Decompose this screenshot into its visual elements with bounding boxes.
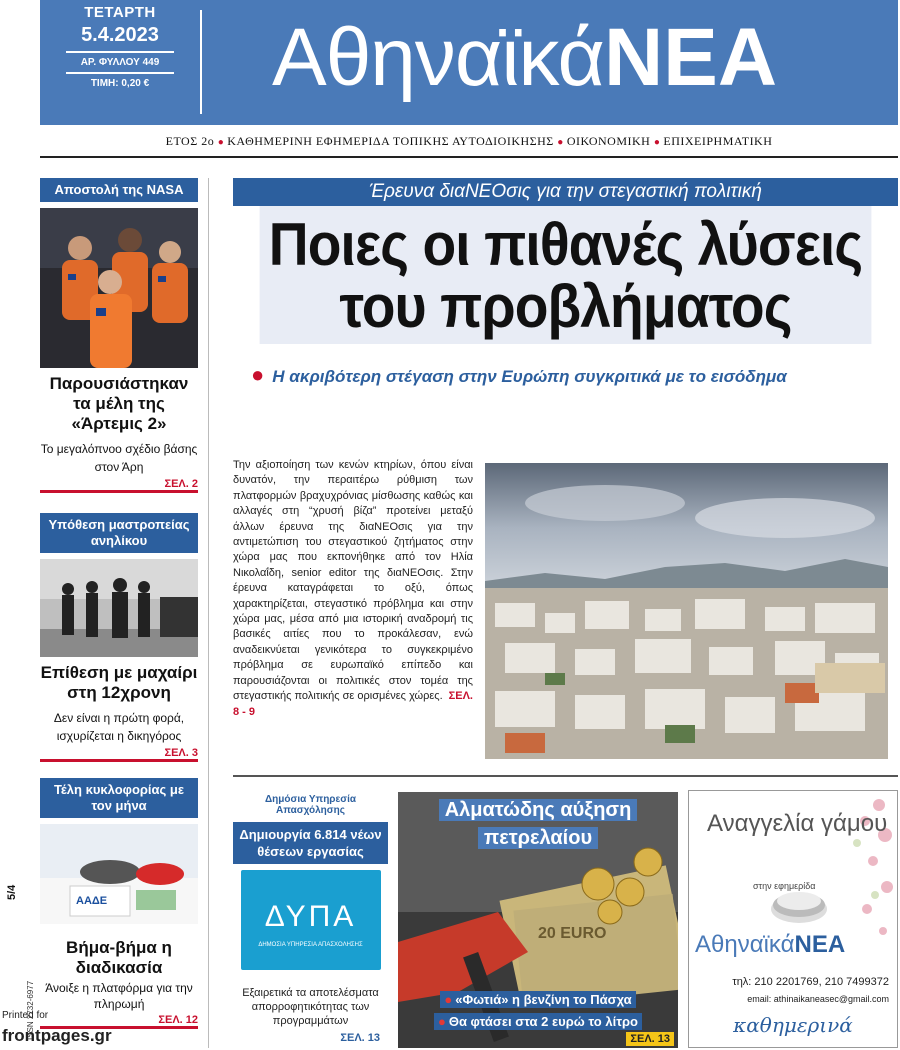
athens-cityscape-photo	[485, 463, 888, 759]
wedding-logo	[695, 931, 845, 959]
headline: Επίθεση με μαχαίρι στη 12χρονη	[40, 663, 198, 702]
page-marker: 5/4	[6, 884, 18, 900]
oil-headline	[398, 796, 678, 852]
oil-bullet-text: «Φωτιά» η βενζίνη το Πάσχα	[455, 992, 632, 1007]
headline: Βήμα-βήμα η διαδικασία	[66, 938, 172, 977]
wedding-logo-light: Αθηναϊκά	[695, 931, 795, 958]
page-reference: ΣΕΛ. 12	[158, 1014, 198, 1026]
masthead	[40, 0, 898, 125]
page-reference: ΣΕΛ. 13	[626, 1032, 674, 1046]
page-reference: ΣΕΛ. 8 - 9	[233, 690, 473, 718]
section-label: Αποστολή της NASA	[40, 178, 198, 202]
oil-bullet	[398, 992, 678, 1007]
bullet-icon: ●	[653, 137, 664, 148]
wedding-email: email: athinaikaneasec@gmail.com	[747, 994, 889, 1004]
bullet-icon: ●	[217, 137, 228, 148]
issue-day: ΤΕΤΑΡΤΗ	[84, 4, 156, 21]
bullet-icon: ●	[251, 362, 265, 387]
dypa-box	[233, 790, 388, 1048]
issn-code: ISSN 2732-6977	[26, 980, 35, 1040]
wedding-subtitle: στην εφημερίδα	[753, 881, 816, 891]
tagline-part: ΕΤΟΣ 2ο	[165, 134, 215, 148]
column-divider	[208, 178, 209, 1048]
aade-logo-text: ΑΑΔΕ	[76, 895, 108, 907]
subheadline: Άνοιξε η πλατφόρμα για την πληρωμή	[45, 981, 193, 1011]
logo-bold: ΝΕΑ	[603, 12, 778, 103]
tagline-part: ΟΙΚΟΝΟΜΙΚΗ	[566, 134, 651, 148]
divider	[40, 759, 198, 762]
page-reference: ΣΕΛ. 13	[340, 1032, 380, 1044]
tax-portal-photo	[40, 824, 198, 924]
subheadline: Το μεγαλόπνοο σχέδιο βάσης στον Άρη	[40, 442, 198, 474]
lead-headline-line: Ποιες οι πιθανές λύσεις	[268, 211, 863, 278]
subheadline: Δεν είναι η πρώτη φορά, ισχυρίζεται η δικηγόρος	[53, 711, 185, 743]
oil-bullet-text: Θα φτάσει στα 2 ευρώ το λίτρο	[448, 1014, 638, 1029]
lead-subhead-text: Η ακριβότερη στέγαση στην Ευρώπη συγκριτικά με το εισόδημα	[272, 367, 787, 386]
dypa-logo-subtext: ΔΗΜΟΣΙΑ ΥΠΗΡΕΣΙΑ ΑΠΑΣΧΟΛΗΣΗΣ	[258, 942, 363, 948]
page-reference: ΣΕΛ. 2	[164, 478, 198, 490]
lead-headline	[260, 206, 872, 344]
lead-kicker: Έρευνα διαΝΕΟσις για την στεγαστική πολιτική	[233, 178, 898, 206]
wedding-daily: καθημερινά	[733, 1013, 853, 1037]
divider	[40, 156, 898, 158]
watermark-line: Printed for	[2, 1010, 49, 1021]
lead-headline-line: του προβλήματος	[339, 273, 792, 340]
lead-subhead	[233, 362, 898, 388]
wedding-title: Αναγγελία γάμου	[707, 810, 888, 837]
issue-info	[60, 4, 180, 89]
divider	[66, 51, 174, 53]
divider	[200, 10, 202, 114]
wedding-phone: τηλ: 210 2201769, 210 7499372	[732, 976, 889, 988]
logo-light: Αθηναϊκά	[272, 12, 604, 103]
tagline-part: ΚΑΘΗΜΕΡΙΝΗ ΕΦΗΜΕΡΙΔΑ ΤΟΠΙΚΗΣ ΑΥΤΟΔΙΟΙΚΗΣΗΣ	[227, 134, 554, 148]
tagline	[40, 134, 898, 149]
issue-date: 5.4.2023	[81, 24, 159, 46]
section-label: Υπόθεση μαστροπείας ανηλίκου	[40, 513, 198, 553]
dypa-text: Εξαιρετικά τα αποτελέσματα απορροφητικότητας των προγραμμάτων	[242, 987, 379, 1027]
divider	[40, 490, 198, 493]
lead-body-text: Την αξιοποίηση των κενών κτηρίων, όπου είναι δυνατόν, την περαιτέρω ρύθμιση των πλατφορμών βραχυχρόνιας μίσθωσης καθώς και αλλαγές στη “χρυσή βίζα” προτείνει μεταξύ άλλων έρευνα της διαΝΕΟσις για την αντιμετώπιση του στεγαστικού ζητήματος στην χώρα μας που εκπονήθηκε από τον Ηλία Νικολαΐδη, senior editor της διαΝΕΟσις. Στην έρευνα καταγράφεται το οξύ, όπως χαρακτηρίζεται, στεγαστικό πρόβλημα και στην χώρα μας, μέσα από μια ιστορική αναδρομή τις βασικές αιτίες που το προκάλεσαν, ενώ αναδεικνύεται γενικότερα το συγκεκριμένο πρόβλημα σε ευρωπαϊκό επίπεδο και παρουσιάζονται οι πολιτικές στον τομέα της στεγαστικής πολιτικής σε ορισμένες χώρες.	[233, 459, 473, 703]
divider	[66, 72, 174, 74]
issue-number: ΑΡ. ΦΥΛΛΟΥ 449	[80, 57, 160, 68]
lead-story	[233, 178, 898, 718]
lead-body	[233, 458, 473, 720]
newspaper-logo	[272, 8, 777, 108]
street-scene-photo	[40, 559, 198, 657]
section-label: Τέλη κυκλοφορίας με τον μήνα	[40, 778, 198, 818]
bullet-icon: ●	[437, 1014, 446, 1029]
bullet-icon: ●	[444, 992, 453, 1007]
oil-headline-text: Αλματώδης αύξηση πετρελαίου	[439, 799, 638, 849]
watermark-site: frontpages.gr	[2, 1026, 112, 1045]
left-column	[40, 178, 198, 1029]
oil-story	[398, 792, 678, 1048]
dypa-label: Δημόσια Υπηρεσία Απασχόλησης	[264, 794, 357, 816]
dypa-headline: Δημιουργία 6.814 νέων θέσεων εργασίας	[233, 822, 388, 864]
dypa-logo-text: ΔΥΠΑ	[264, 900, 357, 933]
divider	[233, 775, 898, 777]
wedding-ad	[688, 790, 898, 1048]
astronauts-photo	[40, 208, 198, 368]
banknote-text: 20 EURO	[538, 925, 607, 942]
oil-bullet	[398, 1014, 678, 1029]
wedding-logo-bold: ΝΕΑ	[794, 931, 846, 958]
issue-price: ΤΙΜΗ: 0,20 €	[90, 78, 150, 89]
bullet-icon: ●	[557, 137, 567, 148]
page-reference: ΣΕΛ. 3	[164, 747, 198, 759]
dypa-logo	[241, 870, 381, 970]
headline: Παρουσιάστηκαν τα μέλη της «Άρτεμις 2»	[49, 374, 189, 433]
tagline-part: ΕΠΙΧΕΙΡΗΜΑΤΙΚΗ	[663, 134, 773, 148]
